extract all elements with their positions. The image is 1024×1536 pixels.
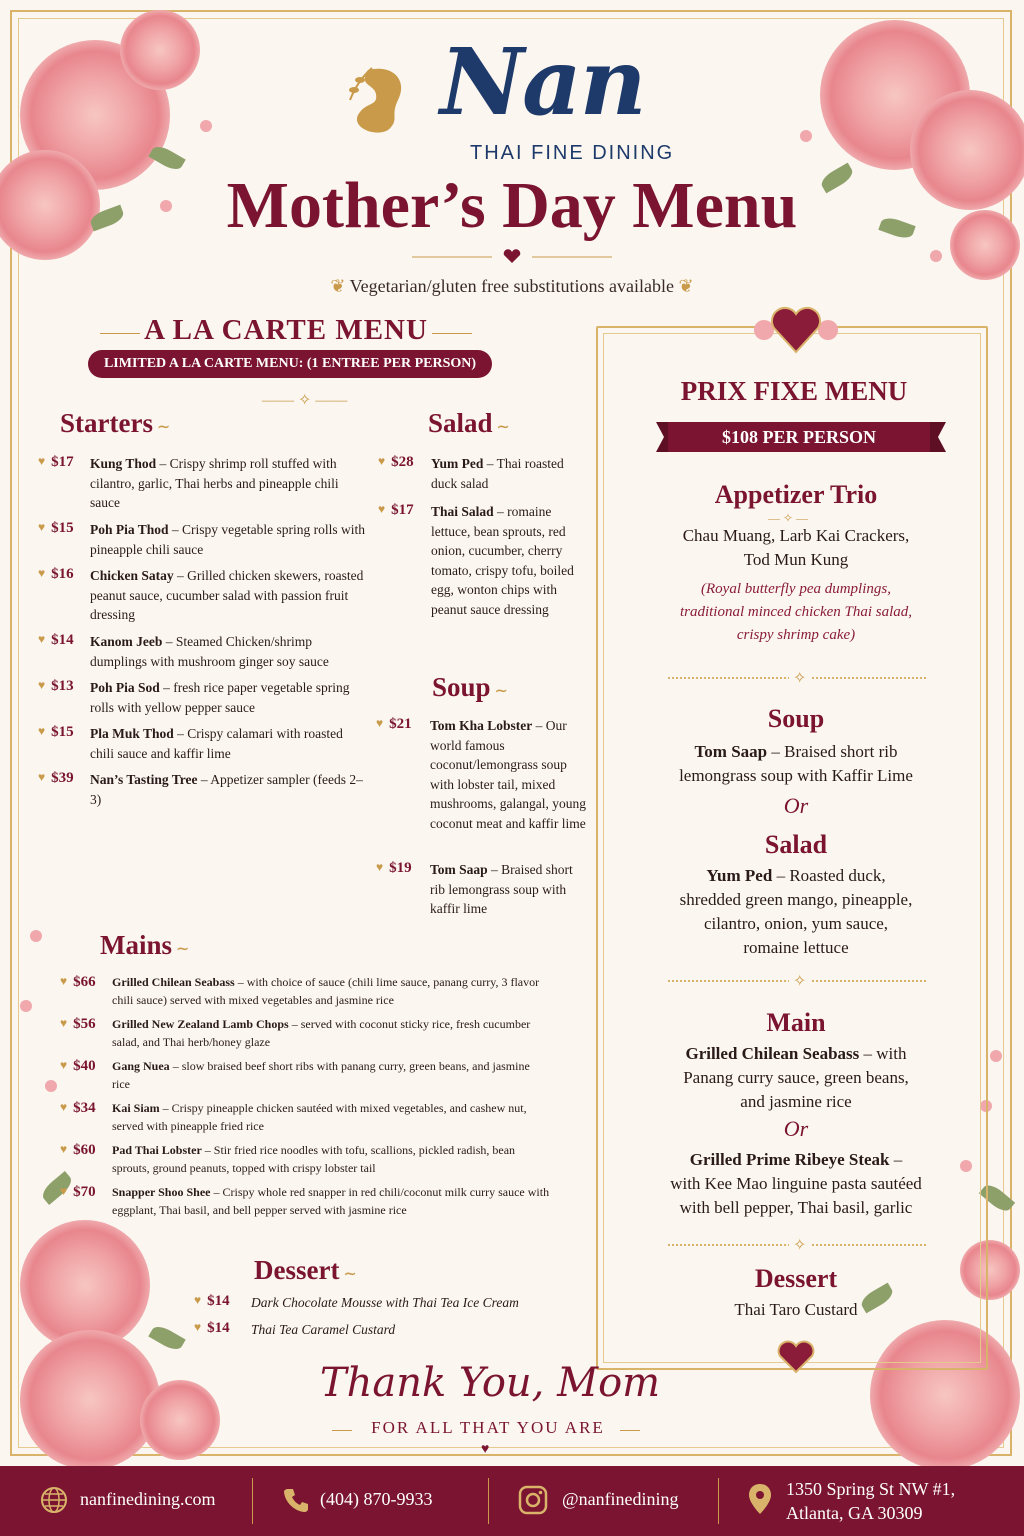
item-text (112, 974, 550, 1009)
item-price: $14 (51, 632, 74, 648)
item-price: $16 (51, 566, 74, 582)
instagram-link[interactable]: @nanfinedining (562, 1489, 679, 1509)
phone-link[interactable]: (404) 870-9933 (320, 1489, 433, 1509)
item-description: – Crispy calamari with roasted chili sauce and kaffir lime (90, 726, 343, 761)
ornament: — ✧ — (768, 511, 809, 525)
heart-icon: ♥ (60, 1058, 68, 1072)
heart-icon: ♥ (38, 724, 46, 738)
alacarte-title: A LA CARTE MENU (144, 314, 428, 346)
item-text (431, 454, 578, 493)
appetizer-desc-3: crispy shrimp cake) (736, 627, 856, 643)
item-price: $28 (391, 454, 414, 470)
heart-icon: ♥ (194, 1293, 202, 1307)
item-description: – Crispy vegetable spring rolls with pineapple chili sauce (90, 522, 366, 557)
address (786, 1477, 955, 1525)
pf-soup-heading: Soup (767, 704, 825, 733)
item-description: – with choice of sauce (chili lime sauce, panang curry, 3 flavor chili sauce) served with mixed vegetables and jasmine rice (112, 975, 540, 1007)
menu-item (60, 1016, 550, 1051)
item-name: Yum Ped (431, 456, 484, 471)
item-description: – slow braised beef short ribs with panang curry, green beans, and jasmine rice (112, 1059, 530, 1091)
item-name: Poh Pia Thod (90, 522, 169, 537)
footer-divider (252, 1478, 253, 1524)
menu-item (60, 974, 550, 1009)
item-name: Kai Siam (112, 1101, 160, 1115)
item-text (90, 520, 368, 559)
item-text (112, 1184, 550, 1219)
mains-heading: Mains ∼ (100, 930, 190, 960)
address-line-1: 1350 Spring St NW #1, (786, 1479, 956, 1499)
item-name: Kung Thod (90, 456, 157, 471)
heart-icon: ♥ (38, 454, 46, 468)
brand-logo: Nan (440, 28, 645, 136)
item-name: Pla Muk Thod (90, 726, 174, 741)
heart-icon: ♥ (38, 632, 46, 646)
menu-item (60, 1058, 550, 1093)
item-name: Kanom Jeeb (90, 634, 163, 649)
closing-script: Thank You, Mom (319, 1360, 661, 1406)
substitution-note: ❦ Vegetarian/gluten free substitutions available ❦ (330, 276, 694, 296)
appetizer-desc-2: traditional minced chicken Thai salad, (679, 604, 913, 620)
or-separator: Or (783, 793, 809, 818)
alacarte-limit-badge: LIMITED A LA CARTE MENU: (1 ENTREE PER PERSON) (88, 350, 492, 378)
pf-main2-line2: with Kee Mao linguine pasta sautéed (670, 1174, 922, 1193)
menu-item (38, 454, 368, 513)
menu-item (38, 632, 368, 671)
item-price: $60 (73, 1142, 96, 1158)
pf-salad-line1: Yum Ped – Roasted duck, (706, 866, 886, 885)
item-text (90, 454, 368, 513)
pf-main2-line1: Grilled Prime Ribeye Steak – (689, 1150, 903, 1169)
appetizer-heading: Appetizer Trio (714, 480, 878, 509)
item-text (430, 860, 586, 919)
item-price: $56 (73, 1016, 96, 1032)
pf-main1-line2: Panang curry sauce, green beans, (683, 1068, 909, 1087)
item-description: – Braised short rib lemongrass soup with kaffir lime (430, 862, 573, 916)
item-price: $13 (51, 678, 74, 694)
menu-item (38, 520, 368, 559)
heart-icon: ♥ (60, 974, 68, 988)
pf-salad-line3: cilantro, onion, yum sauce, (703, 914, 889, 933)
heart-icon: ♥ (60, 1016, 68, 1030)
heart-icon: ♥ (378, 502, 386, 516)
appetizer-items-2: Tod Mun Kung (743, 550, 849, 569)
address-line-2: Atlanta, GA 30309 (786, 1503, 923, 1523)
menu-item (378, 454, 578, 493)
brand-subtitle: THAI FINE DINING (470, 142, 675, 164)
pf-dessert: Thai Taro Custard (734, 1300, 858, 1319)
item-name: Pad Thai Lobster (112, 1143, 202, 1157)
heart-icon: ♥ (38, 566, 46, 580)
prixfixe-price-ribbon: $108 PER PERSON (668, 422, 930, 452)
item-text (431, 502, 578, 619)
item-name: Chicken Satay (90, 568, 174, 583)
item-name: Grilled New Zealand Lamb Chops (112, 1017, 289, 1031)
item-description: – Stir fried rice noodles with tofu, scallions, pickled radish, bean sprouts, ground peanuts, topped with crispy lobster tail (112, 1143, 516, 1175)
globe-icon (40, 1486, 68, 1514)
heart-icon: ♥ (481, 1442, 490, 1457)
item-price: $15 (51, 724, 74, 740)
item-price: $14 (207, 1320, 230, 1336)
item-text (112, 1016, 550, 1051)
item-name: Thai Salad (431, 504, 494, 519)
phone-icon (282, 1486, 310, 1514)
item-text (90, 632, 368, 671)
item-price: $66 (73, 974, 96, 990)
item-price: $14 (207, 1293, 230, 1309)
or-separator: Or (783, 1116, 809, 1141)
menu-item (376, 716, 586, 833)
item-name: Gang Nuea (112, 1059, 170, 1073)
pf-salad-line2: shredded green mango, pineapple, (679, 890, 913, 909)
menu-item (60, 1142, 550, 1177)
heart-icon: ♥ (194, 1320, 202, 1334)
heart-icon: ♥ (38, 520, 46, 534)
footer-divider (718, 1478, 719, 1524)
menu-item (194, 1293, 574, 1313)
item-name: Grilled Chilean Seabass (112, 975, 235, 989)
menu-item (60, 1100, 550, 1135)
item-price: $19 (389, 860, 412, 876)
item-description: – Our world famous coconut/lemongrass soup with lobster tail, mixed mushrooms, galangal, young coconut meat and kaffir lime (430, 718, 586, 831)
page-title: Mother’s Day Menu (226, 169, 798, 242)
pf-main2-line3: with bell pepper, Thai basil, garlic (679, 1198, 913, 1217)
website-link[interactable]: nanfinedining.com (80, 1489, 216, 1509)
item-price: $17 (51, 454, 74, 470)
appetizer-items-1: Chau Muang, Larb Kai Crackers, (682, 526, 910, 545)
item-price: $15 (51, 520, 74, 536)
item-text (90, 770, 368, 809)
menu-item (378, 502, 578, 619)
item-text (430, 716, 586, 833)
item-description: – Crispy pineapple chicken sautéed with mixed vegetables, and cashew nut, served with pineapple fried rice (112, 1101, 527, 1133)
item-text (112, 1142, 550, 1177)
heart-ornament-icon (746, 296, 846, 356)
item-name: Poh Pia Sod (90, 680, 160, 695)
instagram-icon (518, 1485, 548, 1515)
item-description: – romaine lettuce, bean sprouts, red onion, cucumber, cherry tomato, crispy tofu, boiled egg, wonton chips with peanut sauce dressing (431, 504, 574, 617)
heart-icon: ♥ (38, 770, 46, 784)
menu-item (38, 566, 368, 625)
prixfixe-title: PRIX FIXE MENU (680, 376, 908, 406)
ornament: ✧ (789, 971, 810, 991)
menu-item (38, 724, 368, 763)
item-text (112, 1058, 550, 1093)
item-price: $40 (73, 1058, 96, 1074)
ornament: ✧ (789, 668, 810, 688)
item-name: Tom Kha Lobster (430, 718, 533, 733)
pf-soup-line2: lemongrass soup with Kaffir Lime (679, 766, 913, 785)
heart-icon: ♥ (378, 454, 386, 468)
menu-item (38, 678, 368, 717)
appetizer-desc-1: (Royal butterfly pea dumplings, (701, 581, 891, 597)
item-description: – Appetizer sampler (feeds 2–3) (90, 772, 363, 807)
item-text (112, 1100, 550, 1135)
pf-dessert-heading: Dessert (754, 1264, 838, 1293)
item-price: $17 (391, 502, 414, 518)
item-text (90, 724, 368, 763)
pf-salad-line4: romaine lettuce (743, 938, 849, 957)
item-name: Tom Saap (430, 862, 488, 877)
item-text (251, 1320, 395, 1340)
item-name: Nan’s Tasting Tree (90, 772, 198, 787)
pf-salad-heading: Salad (764, 830, 828, 859)
menu-item (60, 1184, 550, 1219)
soup-heading: Soup ∼ (432, 672, 508, 702)
salad-heading: Salad ∼ (428, 408, 510, 438)
item-name: Snapper Shoo Shee (112, 1185, 211, 1199)
heart-icon: ♥ (376, 860, 384, 874)
item-description: – fresh rice paper vegetable spring rolls with yellow pepper sauce (90, 680, 350, 715)
ornament: ✧ (789, 1235, 810, 1255)
menu-item (194, 1320, 574, 1340)
menu-item (38, 770, 368, 809)
item-price: $34 (73, 1100, 96, 1116)
item-description: – Crispy whole red snapper in red chili/coconut milk curry sauce with eggplant, Thai basil, and bell pepper served with jasmine rice (112, 1185, 550, 1217)
item-description: – Crispy shrimp roll stuffed with cilantro, garlic, Thai herbs and pineapple chili sauce (90, 456, 339, 510)
item-description: – Grilled chicken skewers, roasted peanut sauce, cucumber salad with passion fruit dressing (90, 568, 364, 622)
item-name: Dark Chocolate Mousse with Thai Tea Ice Cream (251, 1295, 519, 1310)
item-text (90, 678, 368, 717)
item-text (251, 1293, 519, 1313)
location-pin-icon (748, 1483, 772, 1515)
pf-main-heading: Main (766, 1008, 826, 1037)
heart-icon: ♥ (38, 678, 46, 692)
heart-icon: ♥ (60, 1142, 68, 1156)
item-price: $21 (389, 716, 412, 732)
pf-soup-line1: Tom Saap – Braised short rib (694, 742, 898, 761)
footer-divider (488, 1478, 489, 1524)
ornament: —— ✧ —— (262, 392, 348, 409)
item-description: – Steamed Chicken/shrimp dumplings with mushroom ginger soy sauce (90, 634, 329, 669)
item-description: – Thai roasted duck salad (431, 456, 564, 491)
item-price: $39 (51, 770, 74, 786)
pf-main1-line1: Grilled Chilean Seabass – with (685, 1044, 907, 1063)
logo-emblem-icon (338, 60, 418, 136)
title-ornament (412, 248, 612, 266)
heart-icon: ♥ (376, 716, 384, 730)
item-name: Thai Tea Caramel Custard (251, 1322, 396, 1337)
closing-tagline: FOR ALL THAT YOU ARE (371, 1418, 605, 1437)
item-text (90, 566, 368, 625)
dessert-heading: Dessert ∼ (254, 1255, 357, 1285)
starters-heading: Starters ∼ (60, 408, 171, 438)
heart-icon: ♥ (60, 1184, 68, 1198)
heart-icon: ♥ (60, 1100, 68, 1114)
pf-main1-line3: and jasmine rice (740, 1092, 852, 1111)
item-price: $70 (73, 1184, 96, 1200)
item-description: – served with coconut sticky rice, fresh cucumber salad, and Thai herb/honey glaze (112, 1017, 531, 1049)
menu-item (376, 860, 586, 919)
